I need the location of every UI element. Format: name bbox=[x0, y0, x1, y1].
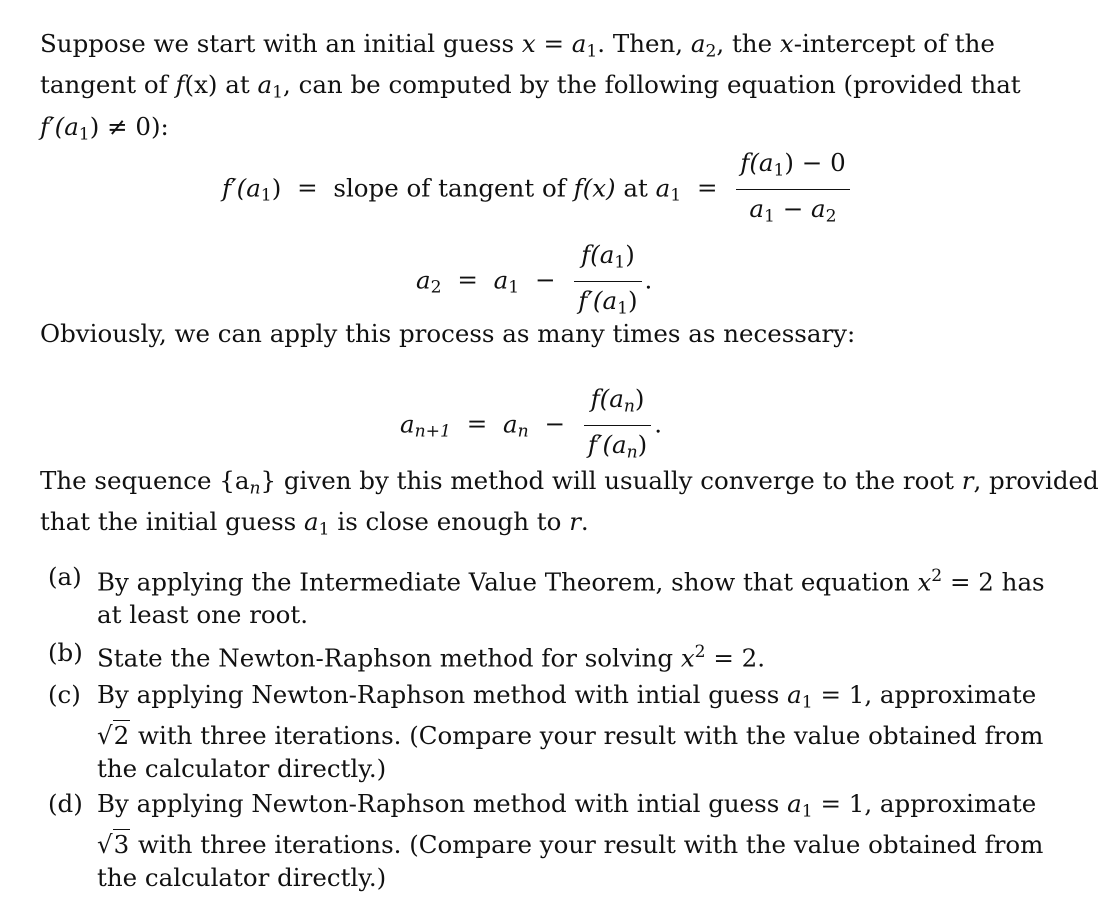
math-var: a bbox=[787, 789, 802, 818]
math-var: a bbox=[503, 409, 518, 439]
denominator: f′(an) bbox=[587, 430, 648, 463]
conclusion-text: } given by this method will usually converge to the root bbox=[260, 466, 954, 495]
math-sub: 1 bbox=[508, 277, 520, 298]
math-op: = bbox=[457, 265, 478, 295]
fraction bbox=[584, 384, 651, 468]
item-text-run: By applying the Intermediate Value Theorem, show that equation bbox=[97, 567, 910, 597]
item-line bbox=[97, 787, 1037, 828]
math-var: a bbox=[416, 265, 431, 295]
math-op: = bbox=[466, 409, 488, 439]
intro-text: -intercept of the bbox=[793, 29, 995, 58]
fraction bbox=[574, 240, 641, 324]
math-sub: 1 bbox=[801, 692, 813, 713]
numerator: $f(a_1) - 0$ bbox=[736, 148, 849, 190]
math-op: = bbox=[696, 173, 718, 203]
item-label: (b) bbox=[48, 638, 83, 667]
math-sub: n bbox=[249, 478, 261, 499]
math-text: slope of tangent of bbox=[333, 173, 566, 203]
item-label: (a) bbox=[48, 562, 82, 591]
item-line bbox=[97, 560, 1045, 598]
math-sub: 2 bbox=[430, 277, 442, 298]
intro-text: , the bbox=[716, 29, 773, 58]
math-sub: 1 bbox=[318, 519, 330, 540]
math-sub: 1 bbox=[78, 123, 90, 144]
item-label: (d) bbox=[48, 789, 83, 818]
item-text-run: = 1, approximate bbox=[820, 789, 1037, 818]
middle-text: Obviously, we can apply this process as many times as necessary: bbox=[40, 319, 856, 348]
middle-paragraph bbox=[40, 317, 992, 350]
math-var: f bbox=[175, 70, 185, 100]
denominator: $f'(a_1)$ bbox=[578, 286, 638, 319]
math-var: $a_1$ bbox=[257, 70, 284, 103]
item-line: the calculator directly.) bbox=[97, 754, 387, 784]
item-line: at least one root. bbox=[97, 600, 309, 630]
math-op: − bbox=[534, 265, 556, 295]
conclusion-line-2 bbox=[40, 505, 992, 546]
intro-line-3 bbox=[40, 110, 992, 151]
math-var: a bbox=[493, 265, 509, 295]
math-sub: n+1 bbox=[414, 421, 451, 442]
math-text: at bbox=[623, 173, 648, 203]
item-line bbox=[97, 636, 992, 674]
math-expr: ) bbox=[271, 173, 282, 203]
sqrt-symbol: √3 bbox=[97, 830, 130, 860]
item-text-run: = 2 has bbox=[949, 567, 1045, 597]
math-sup: 2 bbox=[694, 642, 706, 662]
math-var: $a_1$ bbox=[571, 29, 598, 62]
math-op: = bbox=[297, 173, 318, 203]
denominator: $a_1 - a_2$ bbox=[749, 194, 837, 227]
math-sub: 1 bbox=[801, 801, 813, 822]
conclusion-text: is close enough to bbox=[337, 507, 562, 537]
fraction bbox=[736, 148, 849, 232]
conclusion-line-1 bbox=[40, 464, 1099, 505]
intro-paragraph bbox=[40, 27, 1021, 151]
math-op: − bbox=[544, 409, 566, 439]
intro-text: . Then, bbox=[597, 29, 684, 58]
intro-text: (x) at bbox=[184, 70, 250, 100]
item-text bbox=[97, 787, 1044, 894]
math-expr: ) ≠ 0): bbox=[89, 111, 169, 141]
math-sub: 1 bbox=[670, 185, 682, 206]
math-sub: 1 bbox=[260, 185, 272, 206]
item-text-run: State the Newton-Raphson method for solving bbox=[97, 643, 674, 673]
intro-text: tangent of bbox=[40, 70, 168, 100]
item-line bbox=[97, 719, 1044, 752]
item-text bbox=[97, 636, 992, 674]
conclusion-text: . bbox=[580, 507, 589, 537]
item-label: (c) bbox=[48, 680, 81, 709]
math-var: a bbox=[400, 409, 415, 439]
item-text-run: = 1, approximate bbox=[820, 680, 1037, 709]
intro-text: Suppose we start with an initial guess bbox=[40, 29, 515, 58]
math-var: r bbox=[961, 466, 974, 495]
math-var: $a_2$ bbox=[690, 29, 717, 62]
item-line bbox=[97, 828, 1044, 861]
item-text-run: with three iterations. (Compare your result with the value obtained from bbox=[138, 721, 1044, 751]
math-var: x bbox=[779, 29, 794, 58]
sqrt-symbol: √2 bbox=[97, 721, 130, 751]
item-text-run: = 2. bbox=[713, 643, 766, 673]
item-text bbox=[97, 678, 1044, 785]
math-expr: f′(a bbox=[222, 173, 261, 203]
item-text-run: By applying Newton-Raphson method with intial guess bbox=[97, 680, 780, 709]
conclusion-text: The sequence {a bbox=[40, 466, 250, 495]
math-sup: 2 bbox=[931, 566, 943, 586]
math-var: x bbox=[917, 567, 932, 597]
equation-a2 bbox=[416, 240, 652, 324]
math-sub: n bbox=[517, 421, 529, 442]
intro-line-1 bbox=[40, 27, 995, 68]
math-op: . bbox=[654, 409, 663, 439]
conclusion-text: , provided bbox=[973, 466, 1099, 495]
math-op: = bbox=[543, 29, 564, 58]
math-var: a bbox=[304, 507, 319, 537]
numerator: f(an) bbox=[584, 384, 651, 426]
item-line bbox=[97, 678, 1037, 719]
math-var: r bbox=[569, 507, 581, 537]
intro-line-2 bbox=[40, 68, 1021, 109]
math-var: x bbox=[521, 29, 536, 58]
item-text-run: By applying Newton-Raphson method with intial guess bbox=[97, 789, 780, 818]
intro-text: , can be computed by the following equation (provided that bbox=[283, 70, 1021, 100]
math-var: x bbox=[680, 643, 695, 673]
item-text bbox=[97, 560, 1045, 631]
math-expr: f′(a bbox=[40, 111, 79, 141]
math-expr: f(x) bbox=[573, 173, 616, 203]
numerator: $f(a_1)$ bbox=[574, 240, 641, 282]
item-text-run: with three iterations. (Compare your result with the value obtained from bbox=[138, 830, 1044, 860]
math-var: a bbox=[655, 173, 671, 203]
math-op: . bbox=[644, 265, 653, 295]
equation-recurrence bbox=[400, 384, 662, 468]
equation-slope bbox=[222, 148, 853, 232]
item-line: the calculator directly.) bbox=[97, 863, 387, 893]
conclusion-paragraph bbox=[40, 464, 1099, 547]
math-var: a bbox=[787, 680, 802, 709]
conclusion-text: that the initial guess bbox=[40, 507, 297, 537]
